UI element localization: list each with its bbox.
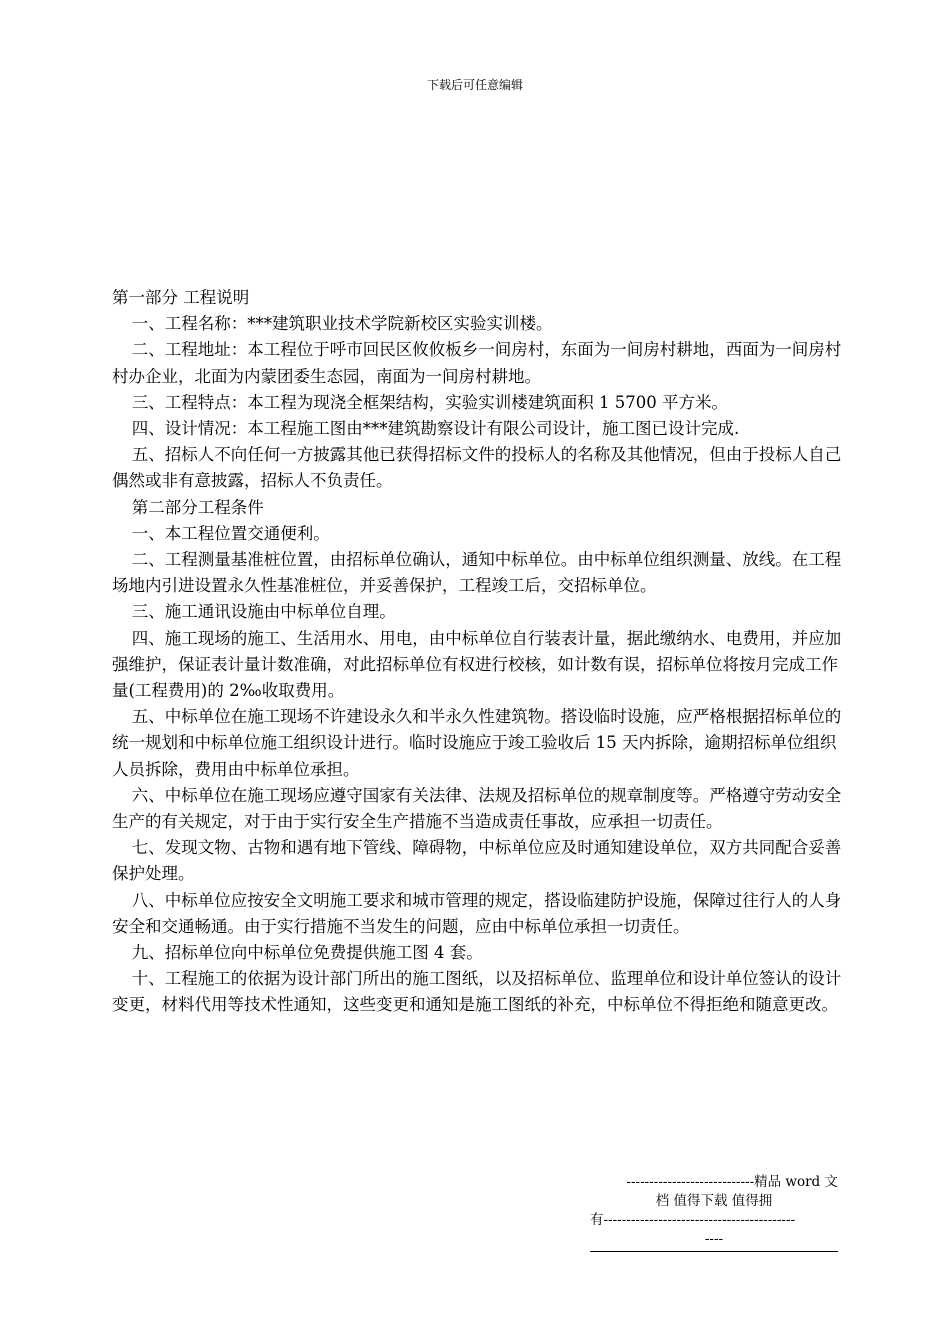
paragraph: 五、中标单位在施工现场不许建设永久和半永久性建筑物。搭设临时设施，应严格根据招标单位的统一规划和中标单位施工组织设计进行。临时设施应于竣工验收后 15 天内拆除，逾期招标单位组织人员拆除，费用由中标单位承担。	[112, 707, 842, 779]
footer-line: ----	[704, 1231, 724, 1247]
paragraph: 五、招标人不向任何一方披露其他已获得招标文件的投标人的名称及其他情况，但由于投标人自己偶然或非有意披露，招标人不负责任。	[112, 445, 842, 491]
paragraph: 一、本工程位置交通便利。	[131, 523, 330, 543]
footer-line: 档 值得下载 值得拥	[655, 1193, 773, 1209]
paragraph: 三、工程特点：本工程为现浇全框架结构，实验实训楼建筑面积 1 5700 平方米。	[131, 392, 729, 412]
document-body	[112, 285, 842, 1019]
paragraph: 四、设计情况：本工程施工图由***建筑勘察设计有限公司设计，施工图已设计完成.	[131, 419, 740, 439]
paragraph: 一、工程名称：***建筑职业技术学院新校区实验实训楼。	[131, 314, 553, 334]
paragraph: 九、招标单位向中标单位免费提供施工图 4 套。	[131, 943, 483, 963]
footer-line: 有------------------------------------------	[590, 1212, 796, 1228]
paragraph: 二、工程测量基准桩位置，由招标单位确认，通知中标单位。由中标单位组织测量、放线。在工程场地内引进设置永久性基准桩位，并妥善保护，工程竣工后，交招标单位。	[112, 550, 842, 596]
paragraph: 四、施工现场的施工、生活用水、用电，由中标单位自行装表计量，据此缴纳水、电费用，并应加强维护，保证表计量计数准确，对此招标单位有权进行校核，如计数有误，招标单位将按月完成工作量(工程费用)的 2‰收取费用。	[112, 628, 842, 701]
paragraph: 六、中标单位在施工现场应遵守国家有关法律、法规及招标单位的规章制度等。严格遵守劳动安全生产的有关规定，对于由于实行安全生产措施不当造成责任事故，应承担一切责任。	[112, 785, 842, 832]
paragraph: 三、施工通讯设施由中标单位自理。	[131, 602, 396, 622]
footer-line: ----------------------------精品 word 文	[626, 1174, 838, 1190]
page-header: 下载后可任意编辑	[426, 78, 523, 92]
paragraph: 十、工程施工的依据为设计部门所出的施工图纸，以及招标单位、监理单位和设计单位签认的设计变更，材料代用等技术性通知，这些变更和通知是施工图纸的补充，中标单位不得拒绝和随意更改。	[112, 969, 842, 1015]
paragraph: 二、工程地址：本工程位于呼市回民区攸攸板乡一间房村，东面为一间房村耕地，西面为一间房村村办企业，北面为内蒙团委生态园，南面为一间房村耕地。	[112, 340, 842, 386]
section-title: 第一部分 工程说明	[112, 288, 250, 307]
section-title: 第二部分工程条件	[131, 497, 264, 517]
paragraph: 七、发现文物、古物和遇有地下管线、障碍物，中标单位应及时通知建设单位，双方共同配合妥善保护处理。	[112, 838, 842, 884]
footer-note	[590, 1173, 838, 1252]
paragraph: 八、中标单位应按安全文明施工要求和城市管理的规定，搭设临建防护设施，保障过往行人的人身安全和交通畅通。由于实行措施不当发生的问题，应由中标单位承担一切责任。	[112, 890, 842, 936]
